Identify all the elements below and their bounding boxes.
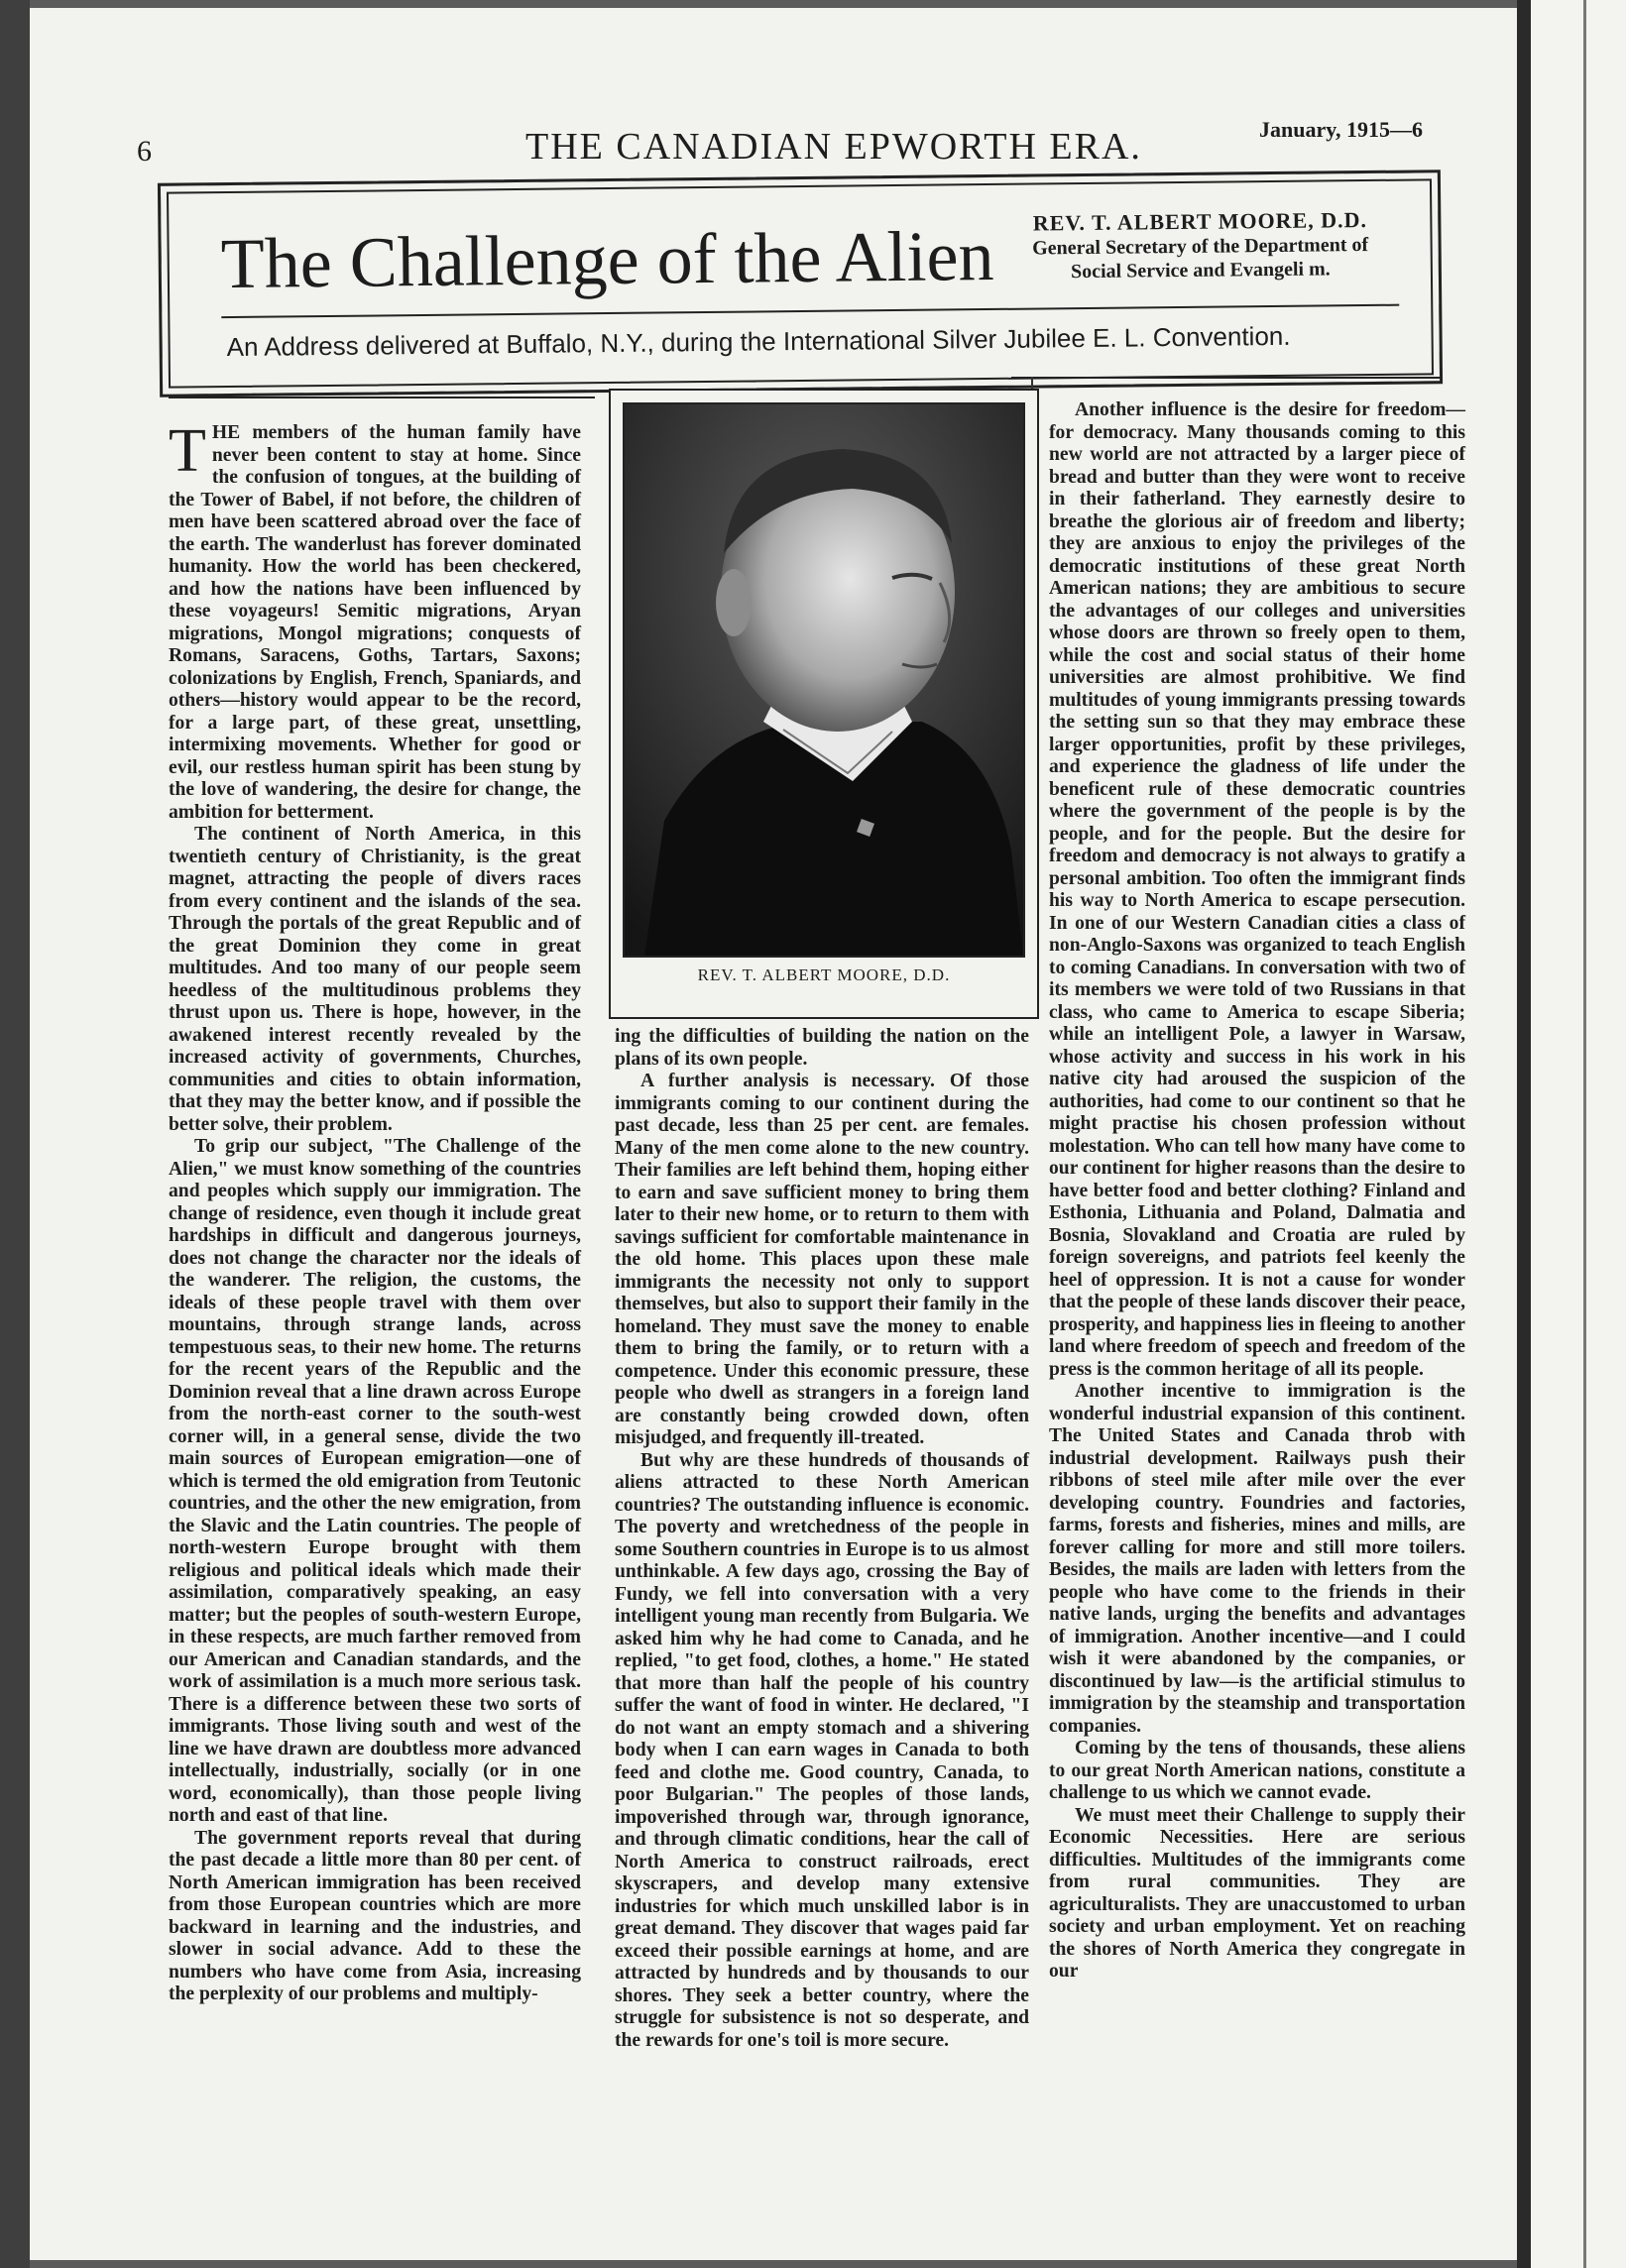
scan-page-edge [1517,0,1531,2268]
title-box [158,170,1443,397]
paragraph: A further analysis is necessary. Of those immigrants coming to our continent during the past decade, less than 25 per cent. are females. Many of the men come alone to the new country. Their families are left behind them, hoping either to earn and save sufficient money to bring them later to their new home, or to return to them with savings sufficient for comfortable maintenance in the old home. This places upon these male immigrants the necessity not only to support themselves, but also to support their family in the homeland. They must save the money to enable them to bring the family, or to return with a competence. Under this economic pressure, these people who dwell as strangers in a foreign land are constantly being crowded down, often misjudged, and frequently ill-treated. [615,1071,1029,1448]
author-block [1001,207,1399,285]
paragraph: We must meet their Challenge to supply their Economic Necessities. Here are serious difficulties. Multitudes of the immigrants come from rural communities. They are agriculturalists. They are unaccustomed to urban society and urban employment. Yet on reaching the shores of North America they congregate in our [1049,1804,1465,1982]
paragraph: The continent of North America, in this twentieth century of Christianity, is the great magnet, attracting the people of divers races from every continent and the islands of the sea. Through the portals of the great Republic and of the great Dominion they come in great multitudes. And too many of our people seem heedless of the multitudinous problems they thrust upon us. There is hope, however, in the awakened interest recently revealed by the increased activity of governments, Churches, communities and cities to obtain information, that they may the better know, and if possible the better solve, their problem. [169,824,581,1135]
scan-left-edge [0,0,30,2268]
paragraph: Coming by the tens of thousands, these aliens to our great North American nations, constitute a challenge to us which we cannot evade. [1049,1738,1465,1803]
author-role-line-2: Social Service and Evangeli m. [1070,258,1331,284]
text-column-3 [1049,399,1465,1984]
publication-title: THE CANADIAN EPWORTH ERA. [525,126,1142,168]
paragraph [169,417,582,824]
page-number: 6 [137,135,152,168]
paragraph: Another incentive to immigration is the wonderful industrial expansion of this continent. The United States and Canada throb with industrial development. Railways push their ribbons of steel mile after mile over the ever developing country. Foundries and factories, farms, forests and fisheries, mines and mills, are forever calling for more and still more toilers. Besides, the mails are laden with letters from the people who have come to the friends in their native lands, urging the benefits and advantages of immigration. Another incentive—and I could wish it were abandoned by the companies, or discontinued by law—is the artificial stimulus to immigration by the steamship and transportation companies. [1049,1381,1465,1737]
author-name: REV. T. ALBERT MOORE, D.D. [1032,207,1368,236]
column-rule-right [1011,377,1443,379]
paragraph: The government reports reveal that during the past decade a little more than 80 per cent. of North American immigration has been received from those European countries which are more backward in learning and the industries, and slower in social advance. Add to these the numbers who have come from Asia, increasing the perplexity of our problems and multiply- [169,1827,581,2004]
column-rule-left [169,397,595,398]
magazine-page [30,8,1517,2260]
portrait-photo [623,402,1025,958]
text-column-1 [169,417,582,2006]
author-role-line-1: General Secretary of the Department of [1032,234,1369,260]
paragraph: To grip our subject, "The Challenge of the Alien," we must know something of the countries and peoples which supply our immigration. The change of residence, even though it include great hardships in difficult and dangerous journeys, does not change the character nor the ideals of the wanderer. The religion, the customs, the ideals of these people travel with them over mountains, through strange lands, across tempestuous seas, to their new home. The returns for the recent years of the Republic and the Dominion reveal that a line drawn across Europe from the north-east corner to the south-west corner will, in a general sense, divide the two main sources of European emigration—one of which is termed the old emigration from Teutonic countries, and the other the new emigration, from the Slavic and the Latin countries. The people of north-western Europe brought with them religious and political ideals which made their assimilation, comparatively speaking, an easy matter; but the peoples of south-western Europe, in these respects, are much farther removed from our American and Canadian standards, and the work of assimilation is a much more serious task. There is a difference between these two sorts of immigrants. Those living south and west of the line we have drawn are doubtless more advanced intellectually, industrially, socially (or in one word, economically), than those people living north and east of that line. [169,1136,581,1826]
portrait-illustration [625,404,1023,956]
paragraph-text: members of the human family have never been content to stay at home. Since the confusion of tongues, at the building of the Tower of Babel, if not before, the children of men have been scattered abroad over the face of the earth. The wanderlust has forever dominated humanity. How the world has been checkered, and how the nations have been influenced by these voyageurs! Semitic migrations, Aryan migrations, Mongol migrations; conquests of Romans, Saracens, Goths, Tartars, Saxons; colonizations by English, French, Spaniards, and others—history would appear to be the record, for a large part, of these great, unsettling, intermixing movements. Whether for good or evil, our restless human spirit has been stung by the love of wandering, the desire for change, the ambition for betterment. [169,422,582,823]
paragraph: Another influence is the desire for freedom—for democracy. Many thousands coming to this new world are not attracted by a larger piece of bread and butter than they were wont to receive in their fatherland. They earnestly desire to breathe the glorious air of freedom and liberty; they are anxious to enjoy the privileges of the democratic institutions of these great North American nations; they are ambitious to secure the advantages of our colleges and universities whose doors are thrown so freely open to them, while the cost and social status of their home universities are almost prohibitive. We find multitudes of young immigrants pressing towards the setting sun so that they may embrace these larger opportunities, profit by these privileges, and experience the gladness of life under the beneficent rule of these democratic countries where the government of the people is by the people, and for the people. But the desire for freedom and democracy is not always to gratify a personal ambition. Too often the immigrant finds his way to North America to escape persecution. In one of our Western Canadian cities a class of non-Anglo-Saxons was organized to teach English to coming Canadians. In conversation with two of its members we were told of two Russians in that class, who came to America to escape Siberia; while an intelligent Pole, a lawyer in Warsaw, whose activity and success in his work in his native city had aroused the suspicion of the authorities, had come to our continent so that he might practise his chosen profession without molestation. Who can tell how many have come to our continent for higher reasons than the desire to have better food and better clothing? Finland and Esthonia, Lithuania and Poland, Dalmatia and Bosnia, Slovakland and Croatia are ruled by foreign sovereigns, and patriots feel keenly the heel of oppression. It is not a cause for wonder that the people of these lands discover their peace, prosperity, and happiness lies in fleeing to another land where freedom of speech and freedom of the press is the common heritage of all its people. [1049,399,1465,1380]
article-title: The Challenge of the Alien [220,215,994,304]
issue-date: January, 1915—6 [1259,117,1424,142]
text-column-2 [615,1026,1029,2052]
portrait-frame [609,389,1039,1019]
scan-margin-line [1583,0,1586,2268]
paragraph: ing the difficulties of building the nation on the plans of its own people. [615,1026,1029,1070]
portrait-caption: REV. T. ALBERT MOORE, D.D. [697,965,951,984]
scan-right-margin [1517,0,1626,2268]
paragraph: But why are these hundreds of thousands of aliens attracted to these North American countries? The outstanding influence is economic. The poverty and wretchedness of the people in some Southern countries in Europe is to us almost unthinkable. A few days ago, crossing the Bay of Fundy, we fell into conversation with a very intelligent young man recently from Bulgaria. We asked him why he had come to Canada, and he replied, "to get food, clothes, a home." He stated that more than half the people of his country suffer the want of food in winter. He declared, "I do not want an empty stomach and a shivering body when I can earn wages in Canada to both feed and clothe me. Good country, Canada, to poor Bulgarian." The peoples of those lands, impoverished through war, through ignorance, and through climatic conditions, hear the call of North America to construct railroads, erect skyscrapers, and develop many extensive industries for which much unskilled labor is in great demand. They discover that wages paid far exceed their possible earnings at home, and are attracted by hundreds and by thousands to our shores. They seek a better country, where the struggle for subsistence is not so desperate, and the rewards for one's toil is more secure. [615,1449,1029,2051]
drop-cap: T [169,417,206,485]
first-word: HE [211,422,241,443]
article-subtitle: An Address delivered at Buffalo, N.Y., during the International Silver Jubilee E. L. Convention. [226,320,1291,363]
title-rule [221,304,1399,318]
